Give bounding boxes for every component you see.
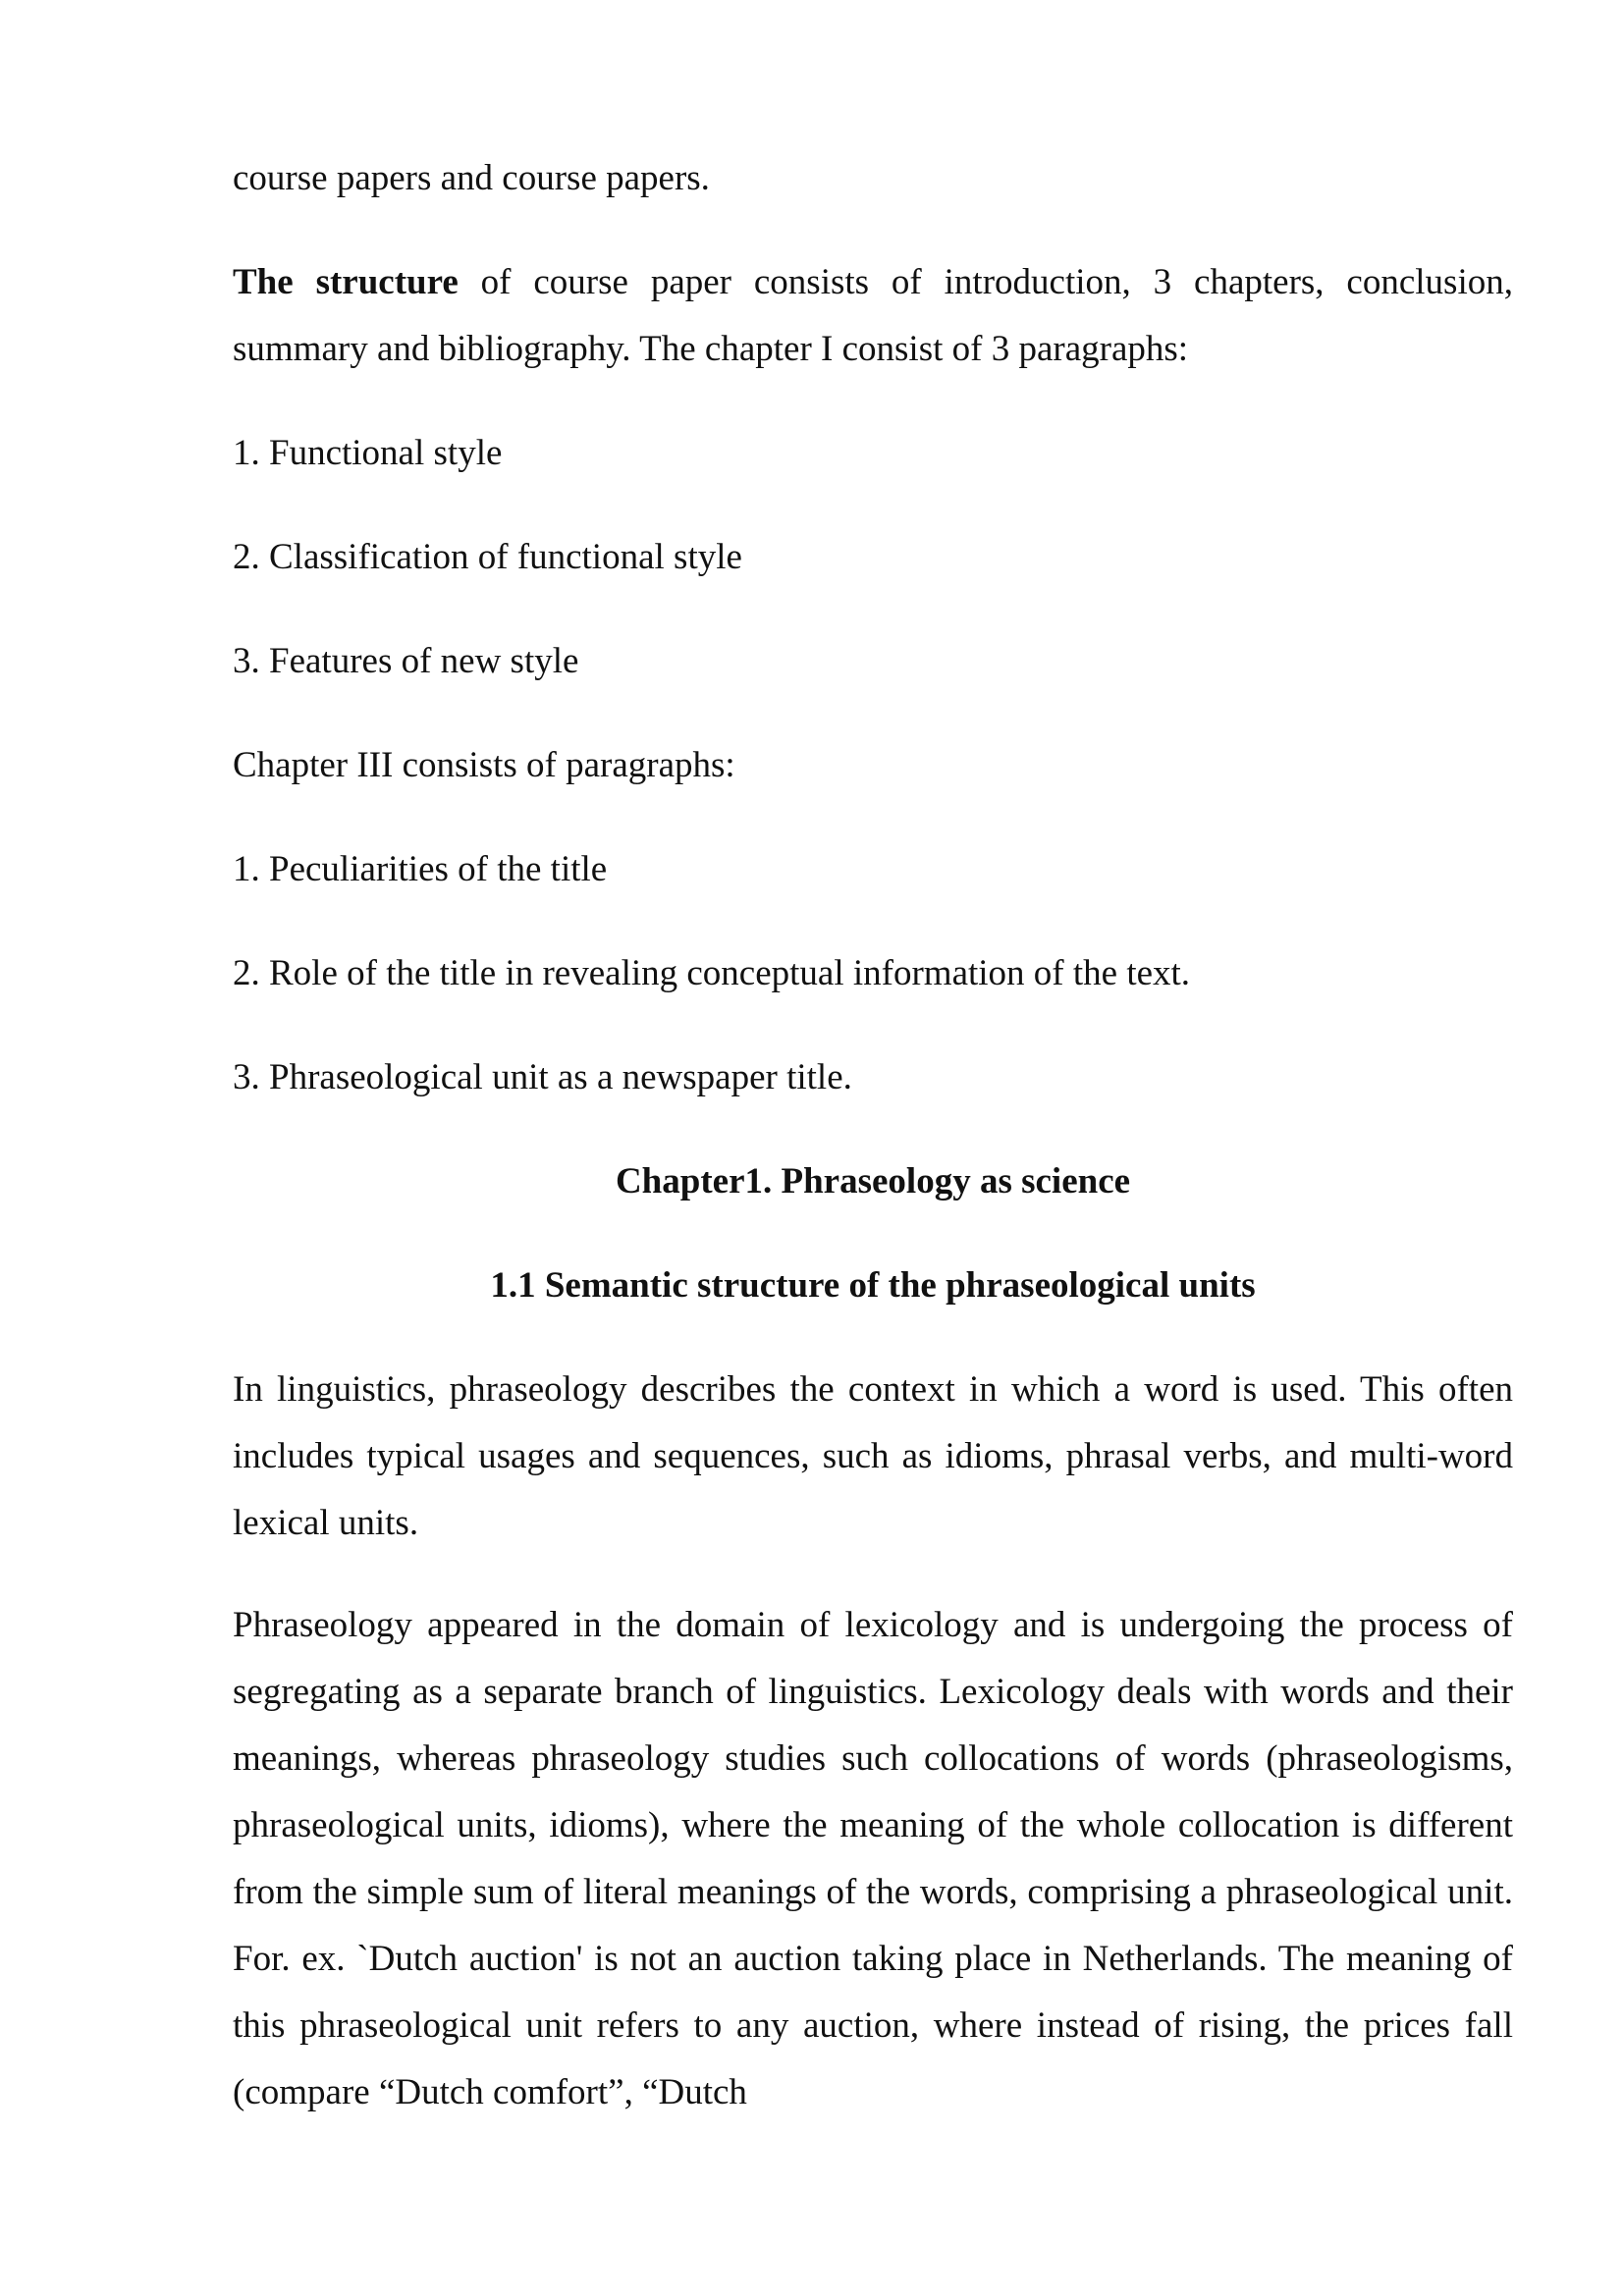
structure-rest: of course paper consists of introduction, 3 chapters, conclusion, summary and bibliography. The chapter I consist of 3 paragraphs: [233,262,1513,369]
chapter1-item-2: 2. Classification of functional style [233,537,742,577]
structure-bold-lead: The structure [233,262,459,302]
chapter3-item-3: 3. Phraseological unit as a newspaper title. [233,1057,852,1097]
chapter3-item-1: 1. Peculiarities of the title [233,849,608,889]
chapter3-intro: Chapter III consists of paragraphs: [233,745,735,785]
body-paragraph-1: In linguistics, phraseology describes the context in which a word is used. This often includes typical usages and sequences, such as idioms, phrasal verbs, and multi-word lexical units. [233,1369,1513,1543]
chapter3-item-2: 2. Role of the title in revealing conceptual information of the text. [233,953,1191,993]
body-paragraph-2: Phraseology appeared in the domain of lexicology and is undergoing the process of segregating as a separate branch of linguistics. Lexicology deals with words and their meanings, whereas phraseology studies such collocations of words (phraseologisms, phraseological units, idioms), where the meaning of the whole collocation is different from the simple sum of literal meanings of the words, comprising a phraseological unit. For. ex. `Dutch auction' is not an auction taking place in Netherlands. The meaning of this phraseological unit refers to any auction, where instead of rising, the prices fall (compare “Dutch comfort”, “Dutch [233,1605,1513,2112]
chapter1-item-1: 1. Functional style [233,433,503,473]
chapter-heading: Chapter1. Phraseology as science [615,1161,1131,1201]
structure-paragraph [233,249,1513,383]
chapter1-item-3: 3. Features of new style [233,641,579,681]
section-heading: 1.1 Semantic structure of the phraseological units [490,1265,1256,1306]
continuation-line: course papers and course papers. [233,158,710,198]
